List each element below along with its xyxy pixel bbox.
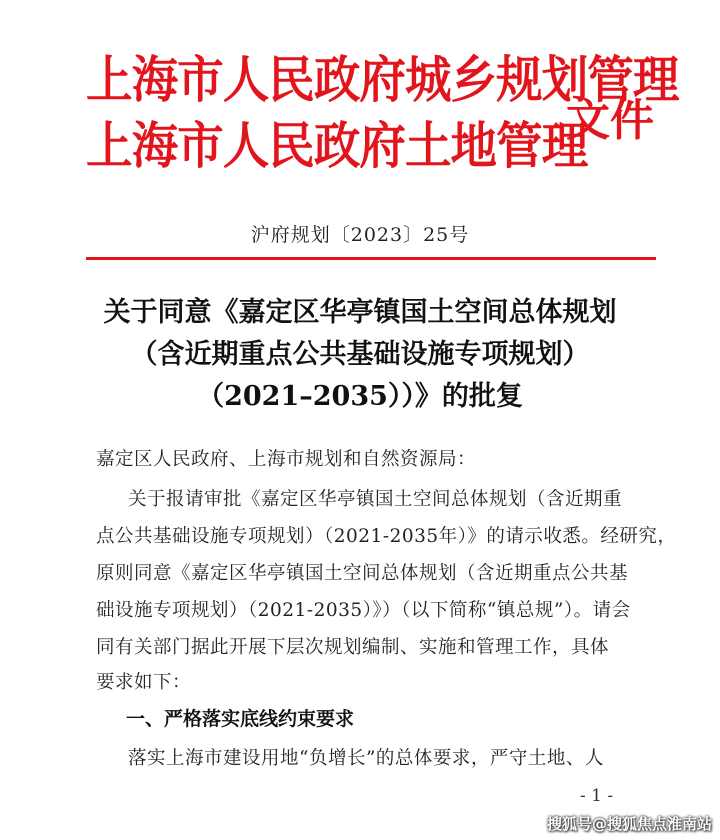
paragraph-line: 要求如下： [96,672,192,693]
salutation: 嘉定区人民政府、上海市规划和自然资源局： [96,449,477,470]
paragraph-line: 点公共基础设施专项规划）（2021-2035年）》的请示收悉。经研究， [96,526,677,547]
source-watermark: 搜狐号@搜狐焦点淮南站 [546,815,712,833]
page-number: - 1 - [580,786,614,806]
header-suffix: 文件 [566,95,654,146]
paragraph-line: 同有关部门据此开展下层次规划编制、实施和管理工作，具体 [96,637,610,658]
paragraph-line: 础设施专项规划）（2021-2035）》）（以下简称“镇总规”）。请会 [96,600,631,621]
document-title-line-3: （2021–2035））》的批复 [197,381,523,412]
red-divider [86,257,656,260]
paragraph-line: 原则同意《嘉定区华亭镇国土空间总体规划（含近期重点公共基 [96,563,629,584]
section-heading: 一、严格落实底线约束要求 [126,708,355,730]
header-line-1: 上海市人民政府城乡规划管理 [86,51,679,109]
document-title-line-1: 关于同意《嘉定区华亭镇国土空间总体规划 [103,297,617,328]
header-line-2: 上海市人民政府土地管理 [86,117,588,175]
paragraph-line: 落实上海市建设用地“负增长”的总体要求，严守土地、人 [128,748,604,769]
document-number: 沪府规划〔2023〕25号 [250,224,470,246]
paragraph-line: 关于报请审批《嘉定区华亭镇国土空间总体规划（含近期重 [128,489,623,510]
document-title-line-2: （含近期重点公共基础设施专项规划） [130,339,590,370]
